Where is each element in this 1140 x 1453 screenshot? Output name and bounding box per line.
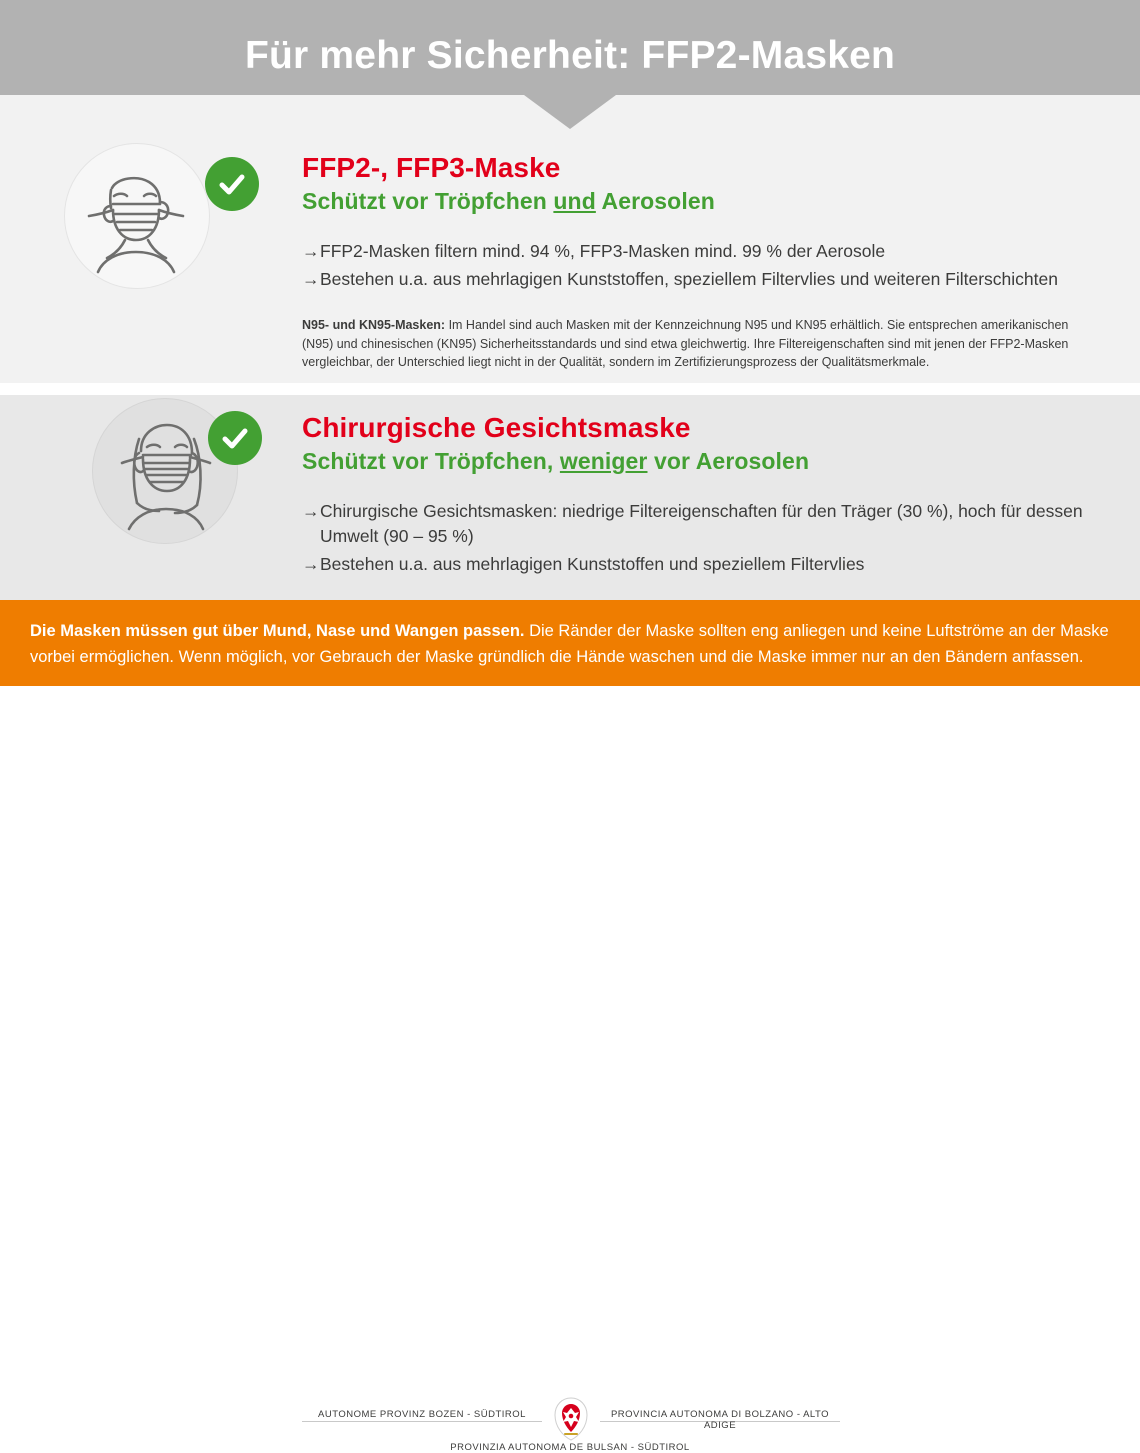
poster-footer: [0, 686, 1140, 1453]
footer-text-it: PROVINCIA AUTONOMA DI BOLZANO - ALTO ADIGE: [610, 1409, 830, 1431]
panel-divider: [0, 383, 1140, 395]
callout-text: [30, 618, 1115, 670]
subtitle-emphasis: weniger: [559, 448, 648, 474]
list-item: [302, 239, 1112, 264]
poster-header: [0, 0, 1140, 95]
list-item-text: Bestehen u.a. aus mehrlagigen Kunststoffen und speziellem Filtervlies: [320, 554, 865, 574]
list-item: [302, 499, 1112, 549]
green-check-icon-ffp2: [205, 157, 259, 211]
list-item-text: Bestehen u.a. aus mehrlagigen Kunststoffen, speziellem Filtervlies und weiteren Filterschichten: [320, 269, 1058, 289]
list-item-text: FFP2-Masken filtern mind. 94 %, FFP3-Masken mind. 99 % der Aerosole: [320, 241, 886, 261]
male-face-with-ffp2-mask-icon: [64, 143, 210, 289]
callout-banner: [0, 600, 1140, 686]
green-check-icon-surgical: [208, 411, 262, 465]
footer-text-de: AUTONOME PROVINZ BOZEN - SÜDTIROL: [318, 1409, 526, 1420]
list-item-text: Chirurgische Gesichtsmasken: niedrige Filtereigenschaften für den Träger (30 %), hoch für dessen Umwelt (90 – 95 %): [320, 501, 1083, 546]
subtitle-post: Aerosolen: [595, 188, 715, 214]
arrow-icon: →: [302, 501, 320, 521]
arrow-icon: →: [302, 554, 320, 574]
subtitle-pre: Schützt vor Tröpfchen: [302, 188, 554, 214]
subtitle-post: vor Aerosolen: [647, 448, 810, 474]
page-title: Für mehr Sicherheit: FFP2-Masken: [244, 34, 896, 77]
section-surgical-bullets: [302, 499, 1112, 577]
section-ffp2-text: [302, 152, 1112, 372]
arrow-icon: →: [302, 269, 320, 289]
section-ffp2-bullets: [302, 239, 1112, 292]
footer-text-lad: PROVINZIA AUTONOMA DE BULSAN - SÜDTIROL: [450, 1442, 690, 1453]
list-item: [302, 267, 1112, 292]
section-surgical-text: [302, 412, 1112, 580]
callout-bold: Die Masken müssen gut über Mund, Nase und Wangen passen.: [30, 622, 525, 640]
arrow-icon: →: [302, 241, 320, 261]
section-surgical-subtitle: [302, 448, 1112, 475]
section-ffp2-note: [302, 316, 1102, 372]
section-ffp2-title: FFP2-, FFP3-Maske: [302, 152, 561, 183]
footer-divider-left: [302, 1421, 542, 1422]
list-item: [302, 552, 1112, 577]
section-ffp2-subtitle: [302, 188, 1112, 215]
note-label: N95- und KN95-Masken:: [302, 318, 446, 332]
south-tyrol-eagle-crest-icon: [552, 1396, 590, 1442]
header-notch-decoration: [524, 95, 616, 129]
callout-body: Die Ränder der Maske sollten eng anliegen und keine Luftströme an der Maske vorbei ermöglichen. Wenn möglich, vor Gebrauch der Maske gründlich die Hände waschen und die Maske immer nur an den Bändern anfassen.: [30, 622, 1109, 666]
section-surgical-title: Chirurgische Gesichtsmaske: [302, 412, 691, 443]
subtitle-emphasis: und: [553, 188, 596, 214]
note-text: Im Handel sind auch Masken mit der Kennzeichnung N95 und KN95 erhältlich. Sie entsprechen amerikanischen (N95) und chinesischen (KN95) Sicherheitsstandards und sind etwa gleichwertig. Ihre Filtereigenschaften sind mit jenen der FFP2-Masken vergleichbar, der Unterschied liegt nicht in der Qualität, sondern im Zertifizierungsprozess der Qualitätsmerkmale.: [302, 318, 1069, 369]
subtitle-pre: Schützt vor Tröpfchen,: [302, 448, 560, 474]
